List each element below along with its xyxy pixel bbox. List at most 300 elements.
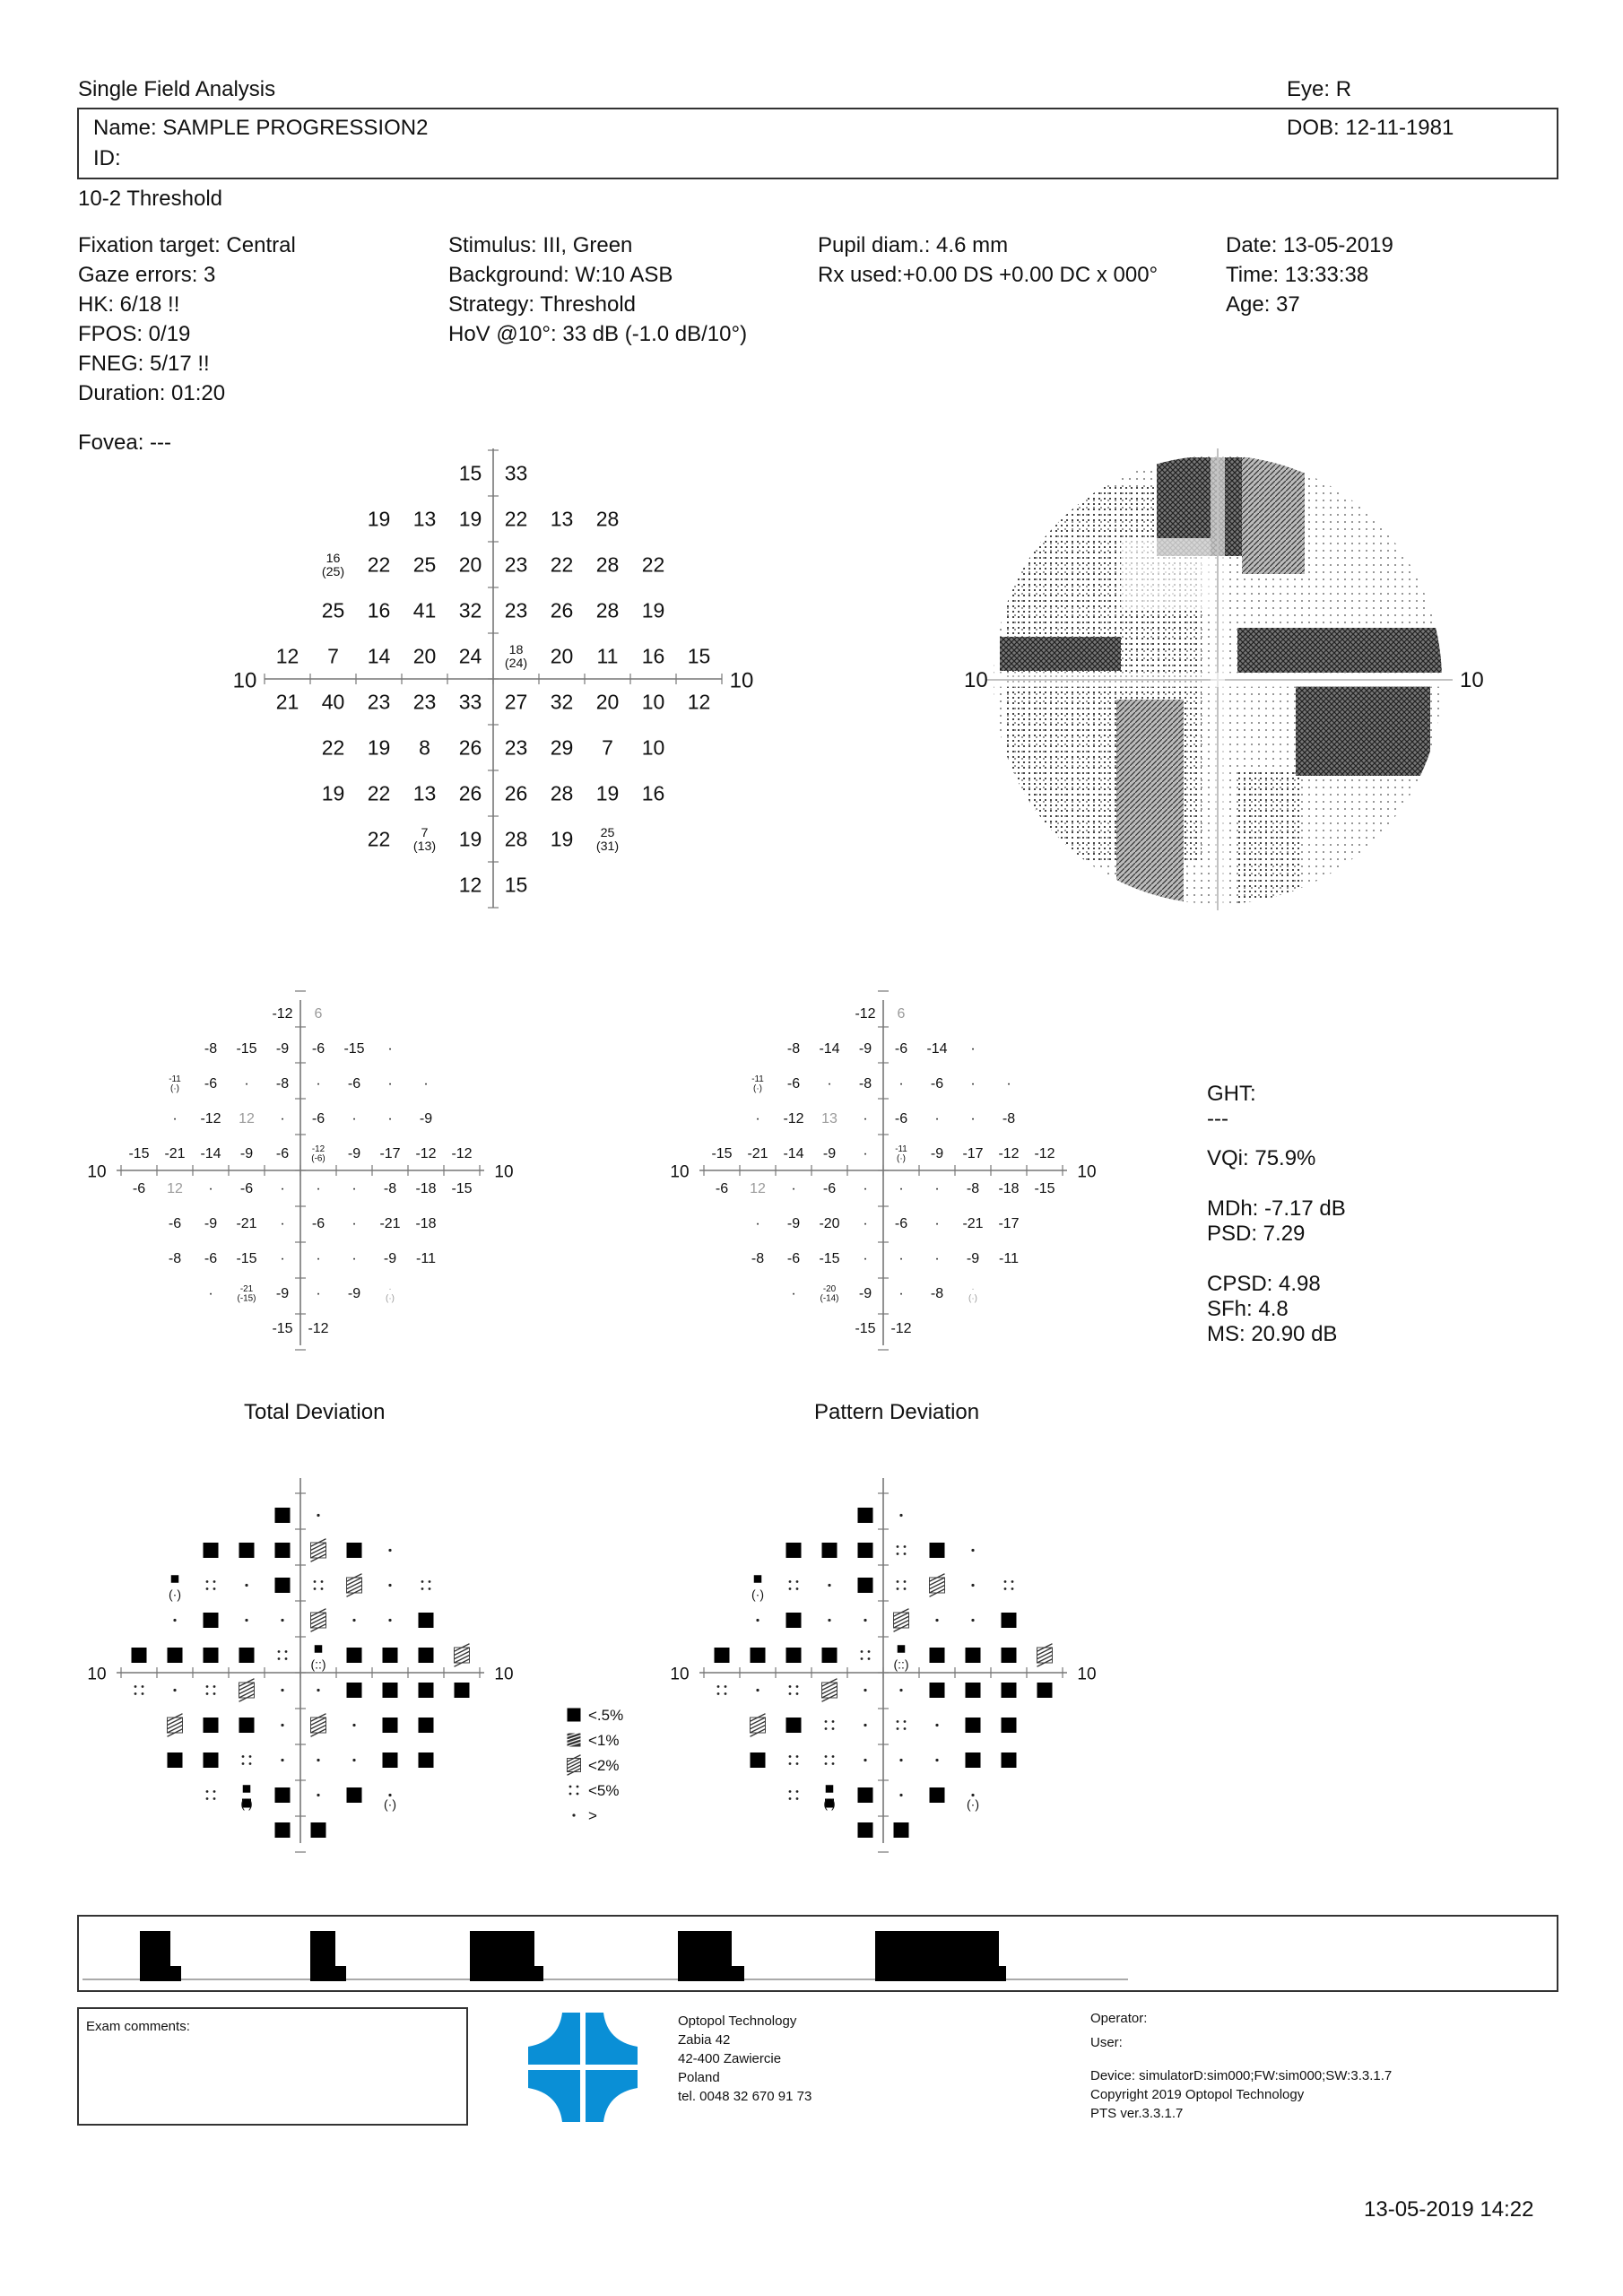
symbol-p-0.5 bbox=[751, 1648, 766, 1663]
params-column-1 bbox=[78, 235, 296, 413]
symbol-normal bbox=[245, 1619, 247, 1622]
symbol-normal bbox=[388, 1549, 391, 1552]
deviation-value: -18 bbox=[415, 1181, 437, 1197]
symbol-bracket: ( ) bbox=[823, 1796, 836, 1811]
ght-value: --- bbox=[1207, 1107, 1228, 1131]
threshold-value: 19 bbox=[641, 598, 665, 622]
threshold-value: 22 bbox=[641, 552, 665, 577]
threshold-value: 15 bbox=[687, 644, 711, 668]
deviation-value: · bbox=[352, 1216, 357, 1232]
symbol-normal bbox=[935, 1759, 938, 1761]
deviation-value: -15 bbox=[855, 1321, 876, 1337]
deviation-value: -9 bbox=[275, 1041, 290, 1057]
symbol-p-5 bbox=[206, 1685, 216, 1695]
symbol-normal bbox=[864, 1619, 866, 1622]
threshold-value: 22 bbox=[321, 735, 345, 760]
symbol-p-2 bbox=[239, 1679, 255, 1702]
threshold-value: 19 bbox=[458, 827, 482, 851]
symbol-p-0.5 bbox=[383, 1648, 398, 1663]
symbol-p-2 bbox=[751, 1714, 766, 1737]
deviation-value: -6 bbox=[204, 1251, 218, 1267]
deviation-value: -21 bbox=[164, 1146, 186, 1162]
deviation-value: · bbox=[934, 1216, 940, 1232]
legend-label: > bbox=[588, 1807, 597, 1824]
sfh-value: SFh: 4.8 bbox=[1207, 1297, 1289, 1321]
symbol-normal bbox=[173, 1619, 176, 1622]
global-indices bbox=[1207, 1083, 1346, 1349]
axis-label-right: 10 bbox=[494, 1665, 514, 1684]
deviation-value: · bbox=[934, 1251, 940, 1267]
threshold-value: 23 bbox=[504, 598, 528, 622]
deviation-value: -11 bbox=[416, 1251, 436, 1267]
symbol-p-0.5 bbox=[822, 1543, 838, 1558]
axis-label-right: 10 bbox=[494, 1162, 514, 1182]
symbol-normal bbox=[971, 1619, 974, 1622]
threshold-value: 40 bbox=[321, 690, 345, 714]
symbol-p-0.5 bbox=[966, 1752, 981, 1768]
print-timestamp: 13-05-2019 14:22 bbox=[1364, 2197, 1534, 2222]
deviation-value: -21 bbox=[239, 1283, 254, 1294]
axis-label-left: 10 bbox=[670, 1162, 690, 1182]
stimulus: Stimulus: III, Green bbox=[448, 233, 633, 257]
symbol-p-0.5 bbox=[204, 1543, 219, 1558]
symbol-p-0.5 bbox=[275, 1787, 291, 1803]
symbol-normal bbox=[281, 1619, 283, 1622]
deviation-value: -6 bbox=[132, 1181, 146, 1197]
deviation-value: -8 bbox=[930, 1286, 944, 1302]
device-info bbox=[1090, 2066, 1392, 2123]
symbol-p-0.5 bbox=[239, 1543, 255, 1558]
deviation-value: · bbox=[387, 1111, 393, 1127]
axis-label-left: 10 bbox=[87, 1665, 107, 1684]
symbol-p-0.5 bbox=[786, 1613, 802, 1628]
deviation-value: -12 bbox=[308, 1321, 329, 1337]
symbol-p-0.5 bbox=[568, 1709, 581, 1722]
deviation-value: (·) bbox=[753, 1083, 762, 1094]
threshold-value: 22 bbox=[367, 827, 391, 851]
symbol-p-0.5 bbox=[455, 1683, 470, 1698]
psd-value: PSD: 7.29 bbox=[1207, 1222, 1306, 1246]
symbol-p-0.5 bbox=[894, 1822, 909, 1838]
deviation-value: (·) bbox=[386, 1293, 395, 1304]
symbol-normal bbox=[352, 1759, 355, 1761]
symbol-p-0.5 bbox=[383, 1718, 398, 1733]
threshold-value: 16 bbox=[641, 781, 665, 805]
mdh-value: MDh: -7.17 dB bbox=[1207, 1196, 1346, 1221]
deviation-value: · bbox=[280, 1181, 285, 1197]
symbol-p-0.5 bbox=[858, 1508, 873, 1523]
symbol-normal bbox=[281, 1759, 283, 1761]
threshold-value: 19 bbox=[367, 735, 391, 760]
deviation-value: 12 bbox=[167, 1181, 183, 1197]
patient-id: ID: bbox=[93, 146, 121, 170]
fovea-value: Fovea: --- bbox=[78, 430, 172, 455]
threshold-value: 25 bbox=[321, 598, 345, 622]
deviation-value: · bbox=[387, 1041, 393, 1057]
deviation-value: -15 bbox=[819, 1251, 840, 1267]
threshold-map bbox=[232, 448, 798, 919]
threshold-value: 25 bbox=[600, 826, 615, 841]
threshold-value: 29 bbox=[550, 735, 574, 760]
threshold-value: 16 bbox=[325, 552, 341, 567]
symbol-normal bbox=[864, 1689, 866, 1692]
symbol-p-0.5 bbox=[1002, 1752, 1017, 1768]
deviation-value: -6 bbox=[311, 1041, 325, 1057]
symbol-p-5 bbox=[825, 1720, 835, 1730]
threshold-value: 19 bbox=[367, 507, 391, 531]
symbol-p-0.5 bbox=[1002, 1718, 1017, 1733]
gray-axis-left: 10 bbox=[964, 668, 988, 692]
threshold-value: 28 bbox=[550, 781, 574, 805]
deviation-value: -17 bbox=[962, 1146, 984, 1162]
threshold-value: (31) bbox=[595, 839, 620, 855]
deviation-value: (-14) bbox=[820, 1293, 839, 1304]
deviation-value: (·) bbox=[897, 1153, 906, 1164]
deviation-value: -12 bbox=[451, 1146, 473, 1162]
symbol-normal bbox=[317, 1759, 319, 1761]
symbol-p-5 bbox=[717, 1685, 727, 1695]
user-label: User: bbox=[1090, 2035, 1123, 2050]
ght-label: GHT: bbox=[1207, 1082, 1256, 1106]
deviation-value: -8 bbox=[383, 1181, 397, 1197]
threshold-value: 13 bbox=[550, 507, 574, 531]
deviation-value: -6 bbox=[204, 1076, 218, 1092]
deviation-value: -17 bbox=[379, 1146, 401, 1162]
ms-value: MS: 20.90 dB bbox=[1207, 1322, 1338, 1346]
threshold-value: 32 bbox=[458, 598, 482, 622]
deviation-value: -8 bbox=[751, 1251, 765, 1267]
deviation-value: -15 bbox=[236, 1041, 257, 1057]
report-title: Single Field Analysis bbox=[78, 77, 276, 101]
axis-label-right: 10 bbox=[1077, 1162, 1097, 1182]
symbol-normal bbox=[173, 1689, 176, 1692]
device-line: Device: simulatorD:sim000;FW:sim000;SW:3.3.1.7 bbox=[1090, 2068, 1393, 2083]
deviation-value: -12 bbox=[855, 1006, 876, 1022]
symbol-normal bbox=[317, 1794, 319, 1796]
address-line-4: Poland bbox=[678, 2070, 720, 2085]
date-of-birth: DOB: 12-11-1981 bbox=[1287, 116, 1454, 140]
threshold-value: (24) bbox=[504, 657, 528, 672]
threshold-value: 10 bbox=[641, 735, 665, 760]
threshold-value: (13) bbox=[412, 839, 437, 855]
symbol-normal bbox=[388, 1584, 391, 1587]
deviation-value: (-15) bbox=[237, 1293, 256, 1304]
company-address bbox=[678, 2012, 812, 2106]
deviation-value: · bbox=[898, 1181, 904, 1197]
deviation-value: -9 bbox=[858, 1286, 872, 1302]
symbol-p-0.5 bbox=[930, 1543, 945, 1558]
pattern-deviation-label: Pattern Deviation bbox=[814, 1400, 980, 1424]
symbol-p-0.5 bbox=[826, 1785, 834, 1793]
deviation-value: · bbox=[863, 1146, 868, 1162]
deviation-value: -6 bbox=[930, 1076, 944, 1092]
symbol-p-1 bbox=[568, 1729, 581, 1747]
deviation-value: (-6) bbox=[311, 1153, 325, 1164]
deviation-value: 6 bbox=[314, 1006, 323, 1022]
deviation-value: -11 bbox=[169, 1074, 181, 1084]
symbol-p-2 bbox=[311, 1539, 326, 1562]
fixation-target: Fixation target: Central bbox=[78, 233, 296, 257]
threshold-value: 19 bbox=[550, 827, 574, 851]
deviation-value: -9 bbox=[347, 1286, 361, 1302]
symbol-p-0.5 bbox=[204, 1752, 219, 1768]
deviation-value: -12 bbox=[890, 1321, 912, 1337]
deviation-value: · bbox=[423, 1076, 429, 1092]
threshold-value: 28 bbox=[595, 552, 620, 577]
symbol-normal bbox=[864, 1759, 866, 1761]
symbol-p-0.5 bbox=[132, 1648, 147, 1663]
symbol-bracket: ( ) bbox=[240, 1796, 253, 1811]
deviation-value: 13 bbox=[821, 1111, 838, 1127]
deviation-value: · bbox=[316, 1251, 321, 1267]
pts-version-line: PTS ver.3.3.1.7 bbox=[1090, 2106, 1184, 2121]
grayscale-map bbox=[942, 448, 1587, 919]
deviation-value: -18 bbox=[998, 1181, 1020, 1197]
legend-label: <5% bbox=[588, 1782, 620, 1799]
patient-name: Name: SAMPLE PROGRESSION2 bbox=[93, 116, 429, 140]
symbol-normal bbox=[352, 1619, 355, 1622]
symbol-normal bbox=[899, 1514, 902, 1517]
params-column-4 bbox=[1226, 235, 1393, 324]
deviation-value: -6 bbox=[786, 1076, 801, 1092]
exam-time: Time: 13:33:38 bbox=[1226, 263, 1369, 287]
fixation-graph-box bbox=[77, 1915, 1558, 1992]
symbol-p-0.5 bbox=[275, 1508, 291, 1523]
symbol-p-0.5 bbox=[347, 1648, 362, 1663]
deviation-value: · bbox=[898, 1076, 904, 1092]
threshold-value: 22 bbox=[367, 552, 391, 577]
fneg: FNEG: 5/17 !! bbox=[78, 352, 210, 376]
symbol-normal bbox=[317, 1514, 319, 1517]
total-probability-map bbox=[81, 1471, 583, 1848]
deviation-value: · bbox=[970, 1076, 976, 1092]
symbol-bracket: (::) bbox=[310, 1657, 326, 1672]
deviation-value: · bbox=[316, 1076, 321, 1092]
vqi-value: VQi: 75.9% bbox=[1207, 1146, 1316, 1170]
deviation-value: · bbox=[898, 1286, 904, 1302]
threshold-value: 16 bbox=[367, 598, 391, 622]
threshold-value: 21 bbox=[275, 690, 299, 714]
hov: HoV @10°: 33 dB (-1.0 dB/10°) bbox=[448, 322, 748, 346]
threshold-value: 23 bbox=[504, 552, 528, 577]
symbol-p-0.5 bbox=[204, 1648, 219, 1663]
eye-label: Eye: R bbox=[1287, 77, 1352, 101]
symbol-p-0.5 bbox=[347, 1787, 362, 1803]
symbol-p-0.5 bbox=[966, 1648, 981, 1663]
deviation-value: -17 bbox=[998, 1216, 1020, 1232]
threshold-value: 20 bbox=[412, 644, 437, 668]
symbol-bracket: (·) bbox=[751, 1587, 764, 1602]
symbol-p-5 bbox=[421, 1580, 431, 1590]
symbol-p-0.5 bbox=[786, 1648, 802, 1663]
symbol-normal bbox=[828, 1584, 830, 1587]
deviation-value: · bbox=[791, 1286, 796, 1302]
deviation-value: · bbox=[755, 1216, 760, 1232]
symbol-p-0.5 bbox=[786, 1718, 802, 1733]
optopol-logo bbox=[526, 2011, 639, 2124]
hk: HK: 6/18 !! bbox=[78, 292, 180, 317]
deviation-value: · bbox=[280, 1111, 285, 1127]
deviation-value: -9 bbox=[858, 1041, 872, 1057]
deviation-value: · bbox=[280, 1251, 285, 1267]
deviation-value: -9 bbox=[347, 1146, 361, 1162]
total-deviation-map bbox=[81, 987, 583, 1345]
deviation-value: · bbox=[244, 1076, 249, 1092]
symbol-p-0.5 bbox=[168, 1752, 183, 1768]
fpos: FPOS: 0/19 bbox=[78, 322, 191, 346]
fixation-graph bbox=[79, 1917, 1557, 1990]
deviation-value: · bbox=[352, 1251, 357, 1267]
symbol-bracket: (·) bbox=[384, 1796, 396, 1812]
address-line-1: Optopol Technology bbox=[678, 2013, 797, 2029]
deviation-value: -14 bbox=[783, 1146, 804, 1162]
deviation-value: -15 bbox=[711, 1146, 733, 1162]
symbol-p-0.5 bbox=[347, 1683, 362, 1698]
deviation-value: -9 bbox=[239, 1146, 254, 1162]
symbol-p-2 bbox=[347, 1574, 362, 1597]
threshold-value: 26 bbox=[550, 598, 574, 622]
deviation-value: -12 bbox=[998, 1146, 1020, 1162]
symbol-p-0.5 bbox=[315, 1645, 323, 1653]
operator-label: Operator: bbox=[1090, 2011, 1148, 2026]
background: Background: W:10 ASB bbox=[448, 263, 673, 287]
symbol-p-0.5 bbox=[715, 1648, 730, 1663]
deviation-value: -21 bbox=[379, 1216, 401, 1232]
symbol-p-0.5 bbox=[311, 1822, 326, 1838]
threshold-value: 7 bbox=[602, 735, 613, 760]
symbol-normal bbox=[828, 1619, 830, 1622]
deviation-value: -8 bbox=[1002, 1111, 1016, 1127]
threshold-value: 14 bbox=[367, 644, 391, 668]
deviation-value: · bbox=[934, 1181, 940, 1197]
symbol-normal bbox=[245, 1584, 247, 1587]
threshold-value: 15 bbox=[458, 461, 482, 485]
deviation-value: -15 bbox=[236, 1251, 257, 1267]
threshold-value: 25 bbox=[412, 552, 437, 577]
symbol-p-0.5 bbox=[966, 1683, 981, 1698]
rx-used: Rx used:+0.00 DS +0.00 DC x 000° bbox=[818, 263, 1159, 287]
duration: Duration: 01:20 bbox=[78, 381, 226, 405]
deviation-value: -9 bbox=[930, 1146, 944, 1162]
threshold-value: 26 bbox=[504, 781, 528, 805]
deviation-value: -6 bbox=[275, 1146, 290, 1162]
deviation-value: -20 bbox=[819, 1216, 840, 1232]
symbol-normal bbox=[756, 1689, 759, 1692]
threshold-value: 13 bbox=[412, 507, 437, 531]
pattern-deviation-map bbox=[664, 987, 1166, 1345]
symbol-p-0.5 bbox=[243, 1785, 251, 1793]
symbol-p-0.5 bbox=[1002, 1648, 1017, 1663]
deviation-value: -14 bbox=[926, 1041, 948, 1057]
symbol-p-5 bbox=[789, 1755, 799, 1765]
symbol-p-0.5 bbox=[204, 1613, 219, 1628]
symbol-p-5 bbox=[135, 1685, 144, 1695]
deviation-value: -12 bbox=[1034, 1146, 1055, 1162]
threshold-value: 28 bbox=[595, 598, 620, 622]
deviation-value: -6 bbox=[715, 1181, 729, 1197]
symbol-p-2 bbox=[894, 1609, 909, 1632]
gray-axis-right: 10 bbox=[1460, 668, 1484, 692]
symbol-p-0.5 bbox=[1037, 1683, 1053, 1698]
symbol-normal bbox=[899, 1794, 902, 1796]
symbol-p-0.5 bbox=[204, 1718, 219, 1733]
threshold-value: 22 bbox=[367, 781, 391, 805]
threshold-value: 23 bbox=[367, 690, 391, 714]
axis-label-left: 10 bbox=[232, 668, 257, 693]
threshold-value: 16 bbox=[641, 644, 665, 668]
deviation-value: (·) bbox=[170, 1083, 179, 1094]
exam-date: Date: 13-05-2019 bbox=[1226, 233, 1393, 257]
deviation-value: -12 bbox=[311, 1144, 325, 1154]
deviation-value: -6 bbox=[894, 1216, 908, 1232]
threshold-value: 11 bbox=[596, 644, 619, 668]
symbol-p-5 bbox=[789, 1580, 799, 1590]
threshold-value: 19 bbox=[595, 781, 620, 805]
deviation-value: -9 bbox=[419, 1111, 433, 1127]
threshold-value: 26 bbox=[458, 735, 482, 760]
deviation-value: -11 bbox=[895, 1144, 907, 1154]
symbol-p-0.5 bbox=[930, 1683, 945, 1698]
symbol-p-0.5 bbox=[419, 1752, 434, 1768]
symbol-p-0.5 bbox=[1002, 1683, 1017, 1698]
deviation-value: -6 bbox=[822, 1181, 837, 1197]
symbol-p-5 bbox=[825, 1755, 835, 1765]
deviation-value: -6 bbox=[168, 1216, 182, 1232]
pattern-probability-map bbox=[664, 1471, 1166, 1848]
address-line-5: tel. 0048 32 670 91 73 bbox=[678, 2089, 812, 2104]
symbol-p-0.5 bbox=[275, 1578, 291, 1593]
params-column-3 bbox=[818, 235, 1158, 294]
symbol-p-2 bbox=[822, 1679, 838, 1702]
symbol-p-5 bbox=[789, 1790, 799, 1800]
symbol-p-0.5 bbox=[858, 1787, 873, 1803]
deviation-value: · bbox=[898, 1251, 904, 1267]
symbol-p-0.5 bbox=[171, 1575, 179, 1583]
deviation-value: · bbox=[863, 1251, 868, 1267]
threshold-value: 7 bbox=[421, 826, 429, 841]
symbol-p-0.5 bbox=[419, 1718, 434, 1733]
threshold-value: 22 bbox=[504, 507, 528, 531]
symbol-normal bbox=[899, 1689, 902, 1692]
symbol-p-0.5 bbox=[966, 1718, 981, 1733]
threshold-value: 18 bbox=[508, 643, 524, 658]
symbol-p-0.5 bbox=[858, 1578, 873, 1593]
deviation-value: -12 bbox=[415, 1146, 437, 1162]
copyright-line: Copyright 2019 Optopol Technology bbox=[1090, 2087, 1305, 2102]
deviation-value: -15 bbox=[343, 1041, 365, 1057]
deviation-value: -8 bbox=[966, 1181, 980, 1197]
deviation-value: -9 bbox=[275, 1286, 290, 1302]
symbol-normal bbox=[352, 1724, 355, 1726]
symbol-p-5 bbox=[206, 1580, 216, 1590]
deviation-value: -15 bbox=[272, 1321, 293, 1337]
symbol-p-0.5 bbox=[786, 1543, 802, 1558]
deviation-value: -15 bbox=[451, 1181, 473, 1197]
deviation-value: -18 bbox=[415, 1216, 437, 1232]
gaze-errors: Gaze errors: 3 bbox=[78, 263, 216, 287]
symbol-p-0.5 bbox=[275, 1822, 291, 1838]
threshold-value: 41 bbox=[412, 598, 437, 622]
exam-comments-label: Exam comments: bbox=[86, 2019, 190, 2034]
deviation-value: · bbox=[791, 1181, 796, 1197]
symbol-normal bbox=[281, 1724, 283, 1726]
deviation-value: · bbox=[934, 1111, 940, 1127]
address-line-2: Zabia 42 bbox=[678, 2032, 731, 2048]
symbol-p-0.5 bbox=[383, 1683, 398, 1698]
symbol-normal bbox=[281, 1689, 283, 1692]
deviation-value: -9 bbox=[204, 1216, 218, 1232]
axis-label-right: 10 bbox=[729, 668, 754, 693]
